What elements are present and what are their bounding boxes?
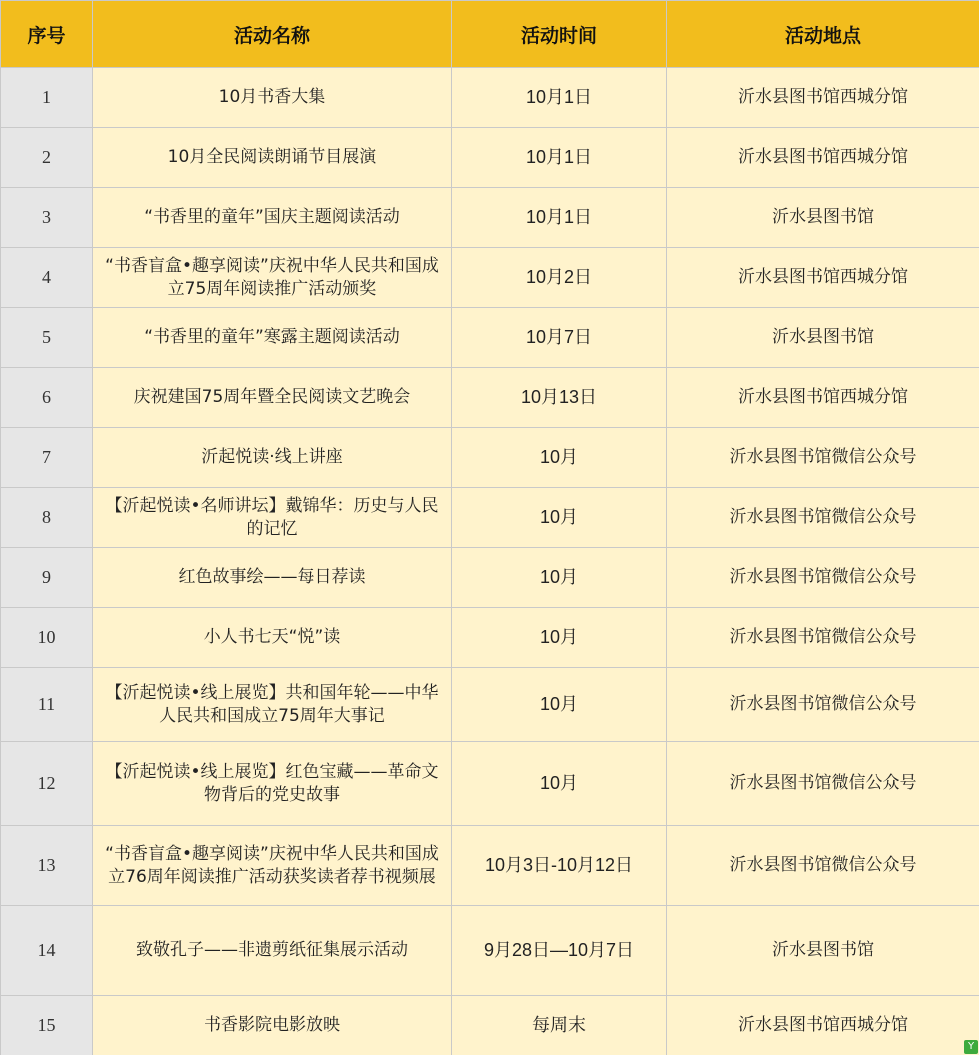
header-time: 活动时间 (452, 1, 667, 68)
cell-place: 沂水县图书馆 (667, 308, 979, 368)
cell-place: 沂水县图书馆 (667, 188, 979, 248)
cell-num: 3 (1, 188, 93, 248)
cell-num: 5 (1, 308, 93, 368)
cell-name: 致敬孔子——非遗剪纸征集展示活动 (93, 906, 452, 996)
cell-place: 沂水县图书馆西城分馆 (667, 996, 979, 1055)
table-row (1, 308, 979, 368)
cell-place: 沂水县图书馆西城分馆 (667, 68, 979, 128)
cell-num: 8 (1, 488, 93, 548)
cell-num: 4 (1, 248, 93, 308)
cell-name: “书香里的童年”国庆主题阅读活动 (93, 188, 452, 248)
header-name: 活动名称 (93, 1, 452, 68)
cell-place: 沂水县图书馆微信公众号 (667, 742, 979, 826)
table-row (1, 368, 979, 428)
cell-name: 沂起悦读·线上讲座 (93, 428, 452, 488)
cell-time: 10月7日 (452, 308, 667, 368)
table-body (1, 68, 979, 1055)
cell-name: 【沂起悦读•线上展览】红色宝藏——革命文物背后的党史故事 (93, 742, 452, 826)
cell-num: 1 (1, 68, 93, 128)
cell-num: 12 (1, 742, 93, 826)
table-row (1, 248, 979, 308)
table-row (1, 488, 979, 548)
cell-name: 庆祝建国75周年暨全民阅读文艺晚会 (93, 368, 452, 428)
cell-num: 7 (1, 428, 93, 488)
cell-name: 10月书香大集 (93, 68, 452, 128)
table-row (1, 548, 979, 608)
cell-num: 2 (1, 128, 93, 188)
cell-num: 11 (1, 668, 93, 742)
cell-name: 10月全民阅读朗诵节目展演 (93, 128, 452, 188)
cell-num: 13 (1, 826, 93, 906)
cell-name: “书香盲盒•趣享阅读”庆祝中华人民共和国成立75周年阅读推广活动颁奖 (93, 248, 452, 308)
table-row (1, 742, 979, 826)
cell-name: 红色故事绘——每日荐读 (93, 548, 452, 608)
cell-place: 沂水县图书馆微信公众号 (667, 608, 979, 668)
cell-time: 10月1日 (452, 188, 667, 248)
cell-time: 10月 (452, 608, 667, 668)
cell-name: 书香影院电影放映 (93, 996, 452, 1055)
cell-name: 小人书七天“悦”读 (93, 608, 452, 668)
cell-place: 沂水县图书馆西城分馆 (667, 128, 979, 188)
cell-name: 【沂起悦读•名师讲坛】戴锦华：历史与人民的记忆 (93, 488, 452, 548)
table-row (1, 68, 979, 128)
table-row (1, 128, 979, 188)
header-row (1, 1, 979, 68)
cell-time: 10月 (452, 742, 667, 826)
corner-badge-icon: Y (964, 1040, 978, 1054)
header-num: 序号 (1, 1, 93, 68)
table-row (1, 996, 979, 1055)
cell-place: 沂水县图书馆微信公众号 (667, 488, 979, 548)
cell-time: 每周末 (452, 996, 667, 1055)
cell-time: 10月1日 (452, 68, 667, 128)
cell-name: “书香盲盒•趣享阅读”庆祝中华人民共和国成立76周年阅读推广活动获奖读者荐书视频展 (93, 826, 452, 906)
cell-place: 沂水县图书馆微信公众号 (667, 548, 979, 608)
cell-time: 10月13日 (452, 368, 667, 428)
table-row (1, 826, 979, 906)
cell-num: 9 (1, 548, 93, 608)
cell-time: 10月1日 (452, 128, 667, 188)
cell-time: 9月28日—10月7日 (452, 906, 667, 996)
table-row (1, 428, 979, 488)
cell-time: 10月 (452, 548, 667, 608)
cell-place: 沂水县图书馆微信公众号 (667, 668, 979, 742)
cell-name: “书香里的童年”寒露主题阅读活动 (93, 308, 452, 368)
cell-name: 【沂起悦读•线上展览】共和国年轮——中华人民共和国成立75周年大事记 (93, 668, 452, 742)
cell-num: 14 (1, 906, 93, 996)
cell-num: 6 (1, 368, 93, 428)
table-row (1, 906, 979, 996)
cell-time: 10月 (452, 488, 667, 548)
cell-num: 10 (1, 608, 93, 668)
table-row (1, 188, 979, 248)
cell-place: 沂水县图书馆微信公众号 (667, 428, 979, 488)
cell-place: 沂水县图书馆西城分馆 (667, 248, 979, 308)
cell-place: 沂水县图书馆微信公众号 (667, 826, 979, 906)
table-row (1, 668, 979, 742)
table-row (1, 608, 979, 668)
cell-num: 15 (1, 996, 93, 1055)
cell-time: 10月2日 (452, 248, 667, 308)
cell-time: 10月3日-10月12日 (452, 826, 667, 906)
header-place: 活动地点 (667, 1, 979, 68)
cell-time: 10月 (452, 668, 667, 742)
cell-time: 10月 (452, 428, 667, 488)
cell-place: 沂水县图书馆 (667, 906, 979, 996)
cell-place: 沂水县图书馆西城分馆 (667, 368, 979, 428)
table-header (1, 1, 979, 68)
